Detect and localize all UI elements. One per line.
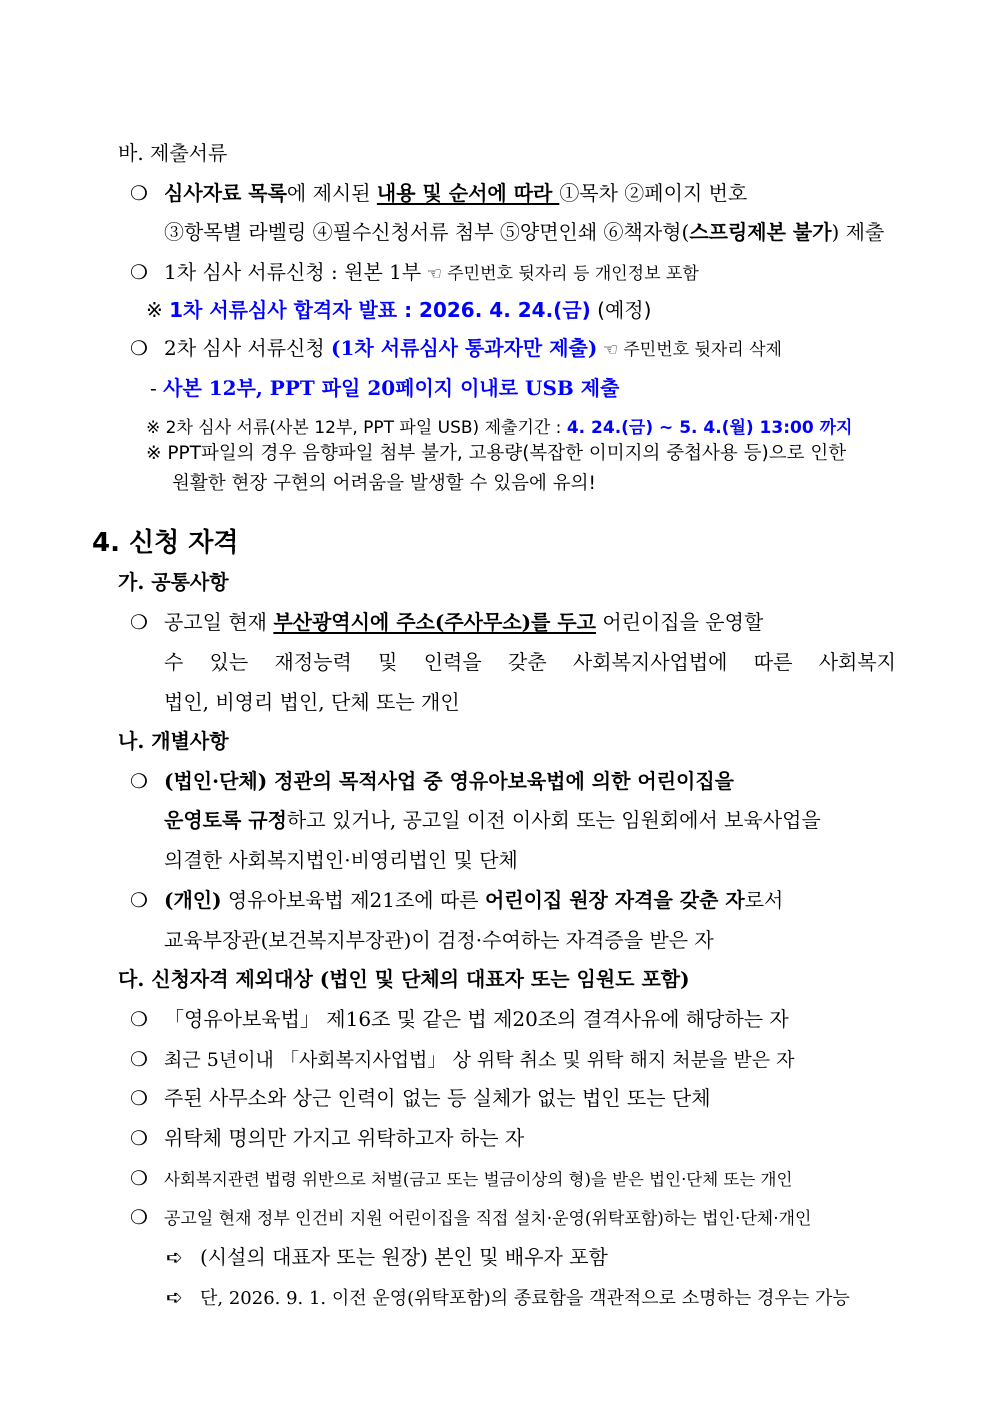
ba-bullet-1-line-2: ③항목별 라벨링 ④필수신청서류 첨부 ⑤양면인쇄 ⑥책자형(스프링제본 불가) 제출 <box>164 220 885 244</box>
na-item-1-line-3: 의결한 사회복지법인·비영리법인 및 단체 <box>164 848 518 872</box>
da-item-2: ❍ 최근 5년이내 「사회복지사업법」 상 위탁 취소 및 위탁 해지 처분을 받은 자 <box>130 1047 795 1071</box>
circle-bullet-icon: ❍ <box>130 1166 148 1190</box>
arrow-right-icon: ➪ <box>166 1285 183 1309</box>
da-item-5: ❍ 사회복지관련 법령 위반으로 처벌(금고 또는 벌금이상의 형)을 받은 법인·단체 또는 개인 <box>130 1166 793 1190</box>
circle-bullet-icon: ❍ <box>130 1205 148 1229</box>
ba-bullet-1-line-1: ❍ 심사자료 목록에 제시된 내용 및 순서에 따라 ①목차 ②페이지 번호 <box>130 181 748 205</box>
na-item-2-line-1: ❍ (개인) 영유아보육법 제21조에 따른 어린이집 원장 자격을 갖춘 자로서 <box>130 888 784 912</box>
na-item-2-line-2: 교육부장관(보건복지부장관)이 검정·수여하는 자격증을 받은 자 <box>164 928 714 952</box>
ba-note-3-line-1: ※ PPT파일의 경우 음향파일 첨부 불가, 고용량(복잡한 이미지의 중첩사용 등)으로 인한 <box>146 443 847 464</box>
circle-bullet-icon: ❍ <box>130 1047 148 1071</box>
ga-bullet-line-2: 수 있는 재정능력 및 인력을 갖춘 사회복지사업법에 따른 사회복지 <box>164 650 896 674</box>
circle-bullet-icon: ❍ <box>130 1126 148 1150</box>
da-sub-2: ➪ 단, 2026. 9. 1. 이전 운영(위탁포함)의 종료함을 객관적으로 소명하는 경우는 가능 <box>166 1285 850 1309</box>
circle-bullet-icon: ❍ <box>130 336 148 360</box>
ba-note-3-line-2: 원활한 현장 구현의 어려움을 발생할 수 있음에 유의! <box>172 473 596 494</box>
na-item-1-line-2: 운영토록 규정하고 있거나, 공고일 이전 이사회 또는 임원회에서 보육사업을 <box>164 808 821 832</box>
na-item-1-line-1: ❍ (법인·단체) 정관의 목적사업 중 영유아보육법에 의한 어린이집을 <box>130 769 734 793</box>
circle-bullet-icon: ❍ <box>130 1007 148 1031</box>
ba-note-2: ※ 2차 심사 서류(사본 12부, PPT 파일 USB) 제출기간 : 4. 24.(금) ~ 5. 4.(월) 13:00 까지 <box>146 418 853 438</box>
ba-dash-item: - 사본 12부, PPT 파일 20페이지 이내로 USB 제출 <box>150 376 620 400</box>
da-item-6: ❍ 공고일 현재 정부 인건비 지원 어린이집을 직접 설치·운영(위탁포함)하는 법인·단체·개인 <box>130 1205 812 1229</box>
da-item-4: ❍ 위탁체 명의만 가지고 위탁하고자 하는 자 <box>130 1126 525 1150</box>
section-na-title: 나. 개별사항 <box>118 729 229 753</box>
circle-bullet-icon: ❍ <box>130 260 148 284</box>
da-item-1: ❍ 「영유아보육법」 제16조 및 같은 법 제20조의 결격사유에 해당하는 자 <box>130 1007 789 1031</box>
circle-bullet-icon: ❍ <box>130 888 148 912</box>
circle-bullet-icon: ❍ <box>130 610 148 634</box>
section-ba-title: 바. 제출서류 <box>118 141 228 165</box>
circle-bullet-icon: ❍ <box>130 769 148 793</box>
da-sub-1: ➪ (시설의 대표자 또는 원장) 본인 및 배우자 포함 <box>166 1245 608 1269</box>
section-ga-title: 가. 공통사항 <box>118 570 229 594</box>
ga-bullet-line-3: 법인, 비영리 법인, 단체 또는 개인 <box>164 690 460 714</box>
ba-note-1: ※ 1차 서류심사 합격자 발표 : 2026. 4. 24.(금) (예정) <box>146 298 652 322</box>
ga-bullet-line-1: ❍ 공고일 현재 부산광역시에 주소(주사무소)를 두고 어린이집을 운영할 <box>130 610 764 634</box>
arrow-right-icon: ➪ <box>166 1245 183 1269</box>
ba-bullet-2: ❍ 1차 심사 서류신청 : 원본 1부 ☜ 주민번호 뒷자리 등 개인정보 포함 <box>130 260 699 284</box>
da-item-3: ❍ 주된 사무소와 상근 인력이 없는 등 실체가 없는 법인 또는 단체 <box>130 1086 711 1110</box>
section-da-title: 다. 신청자격 제외대상 (법인 및 단체의 대표자 또는 임원도 포함) <box>118 967 690 991</box>
section-4-heading: 4. 신청 자격 <box>92 528 239 558</box>
ba-bullet-3: ❍ 2차 심사 서류신청 (1차 서류심사 통과자만 제출) ☜ 주민번호 뒷자리 삭제 <box>130 336 782 360</box>
circle-bullet-icon: ❍ <box>130 1086 148 1110</box>
circle-bullet-icon: ❍ <box>130 181 148 205</box>
